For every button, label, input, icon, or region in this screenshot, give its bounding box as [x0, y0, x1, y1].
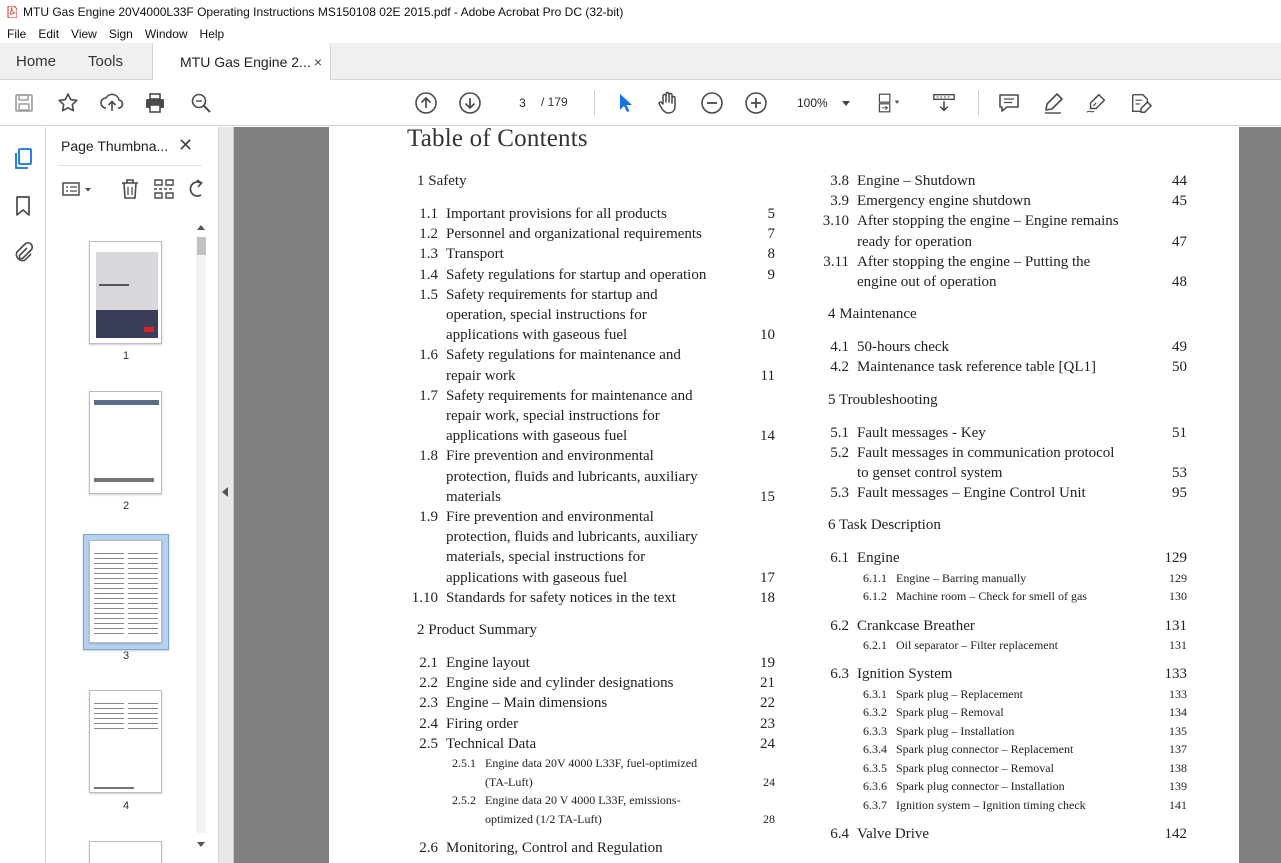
toc-entry-text: engine out of operation	[857, 273, 997, 290]
delete-page-trash-icon[interactable]	[118, 177, 142, 201]
toc-entry-text: materials	[446, 488, 501, 505]
toc-page-number: 45	[1172, 193, 1187, 210]
page-total: / 179	[541, 95, 568, 109]
toc-entry-number: 3.8	[830, 173, 849, 189]
toc-entry-text: Spark plug – Installation	[896, 723, 1015, 738]
toc-page-number: 139	[1169, 779, 1187, 793]
toc-entry-number: 1.5	[419, 286, 438, 303]
toc-page-number: 17	[760, 569, 775, 586]
thumbnail-text-lines	[94, 701, 124, 733]
toc-page-number: 10	[760, 327, 775, 344]
toc-entry-number: 1.3	[419, 246, 438, 263]
thumbnail-text-lines	[128, 701, 158, 733]
page-thumbnail-3[interactable]	[89, 540, 162, 643]
zoom-in-icon[interactable]	[744, 91, 768, 115]
toc-entry-text: Safety requirements for maintenance and	[446, 387, 693, 404]
thumbnail-cover-block	[96, 252, 158, 310]
hand-tool-icon[interactable]	[656, 91, 680, 115]
toc-chapter-heading[interactable]: 2 Product Summary	[417, 622, 537, 638]
toc-entry-text: Engine data 20V 4000 L33F, fuel-optimized	[485, 756, 698, 770]
toc-entry-number: 2.2	[419, 675, 438, 692]
menu-view[interactable]: View	[71, 26, 97, 41]
toc-chapter-heading[interactable]: 5 Troubleshooting	[828, 391, 938, 408]
toc-page-number: 142	[1164, 826, 1187, 842]
scroll-up-arrow-icon[interactable]	[197, 225, 205, 230]
menu-sign[interactable]: Sign	[108, 26, 133, 41]
toc-entry-text: Engine – Main dimensions	[446, 695, 608, 712]
toc-entry-text: Spark plug connector – Replacement	[896, 742, 1074, 756]
toc-entry-text: Transport	[446, 246, 504, 263]
toolbar-divider	[978, 90, 979, 116]
toc-entry-text: Engine – Barring manually	[896, 570, 1027, 585]
toc-entry-text: Engine side and cylinder designations	[446, 675, 674, 692]
toc-page-number: 14	[760, 428, 775, 445]
page-fit-icon[interactable]	[877, 91, 901, 115]
tab-document[interactable]	[152, 43, 331, 80]
toc-page-number: 137	[1169, 742, 1187, 756]
toc-entry-text: Crankcase Breather	[857, 617, 975, 634]
toc-entry-text: Engine layout	[446, 655, 530, 671]
toc-entry-number: 6.3.3	[863, 723, 887, 738]
toc-entry-text: 50-hours check	[857, 339, 950, 356]
menu-bar	[0, 24, 1281, 43]
toc-chapter-heading[interactable]: 1 Safety	[417, 173, 467, 189]
toc-page-number: 18	[760, 589, 775, 606]
tab-tools[interactable]: Tools	[88, 53, 124, 70]
toc-entry-text: Fault messages - Key	[857, 424, 986, 441]
previous-page-icon[interactable]	[414, 91, 438, 115]
toc-page-number: 95	[1172, 485, 1187, 502]
toc-entry-number: 1.7	[419, 387, 438, 404]
toc-entry-number: 6.3.5	[863, 760, 887, 775]
toc-entry-text: Engine – Shutdown	[857, 173, 976, 189]
chevron-down-icon	[842, 101, 850, 106]
toc-entry-number: 5.2	[830, 444, 849, 461]
toc-entry-text: Personnel and organizational requirements	[446, 226, 702, 243]
scroll-down-arrow-icon[interactable]	[197, 842, 205, 847]
toc-entry-text: Maintenance task reference table [QL1]	[857, 359, 1097, 376]
toc-entry-number: 6.2	[830, 617, 849, 634]
page-thumbnail-label: 1	[122, 350, 130, 362]
toc-page-number: 7	[767, 226, 775, 243]
scrollbar-track[interactable]	[196, 237, 206, 833]
tab-bar	[0, 43, 1281, 80]
toc-page-number: 48	[1172, 273, 1187, 290]
toc-page-number: 129	[1169, 570, 1187, 585]
toc-entry-text: Fault messages – Engine Control Unit	[857, 485, 1086, 502]
toc-entry-number: 2.4	[419, 715, 438, 732]
fill-and-sign-icon[interactable]	[1129, 91, 1153, 115]
window-title: MTU Gas Engine 20V4000L33F Operating Instructions MS150108 02E 2015.pdf - Adobe Acrobat Pro DC (32-bit)	[23, 5, 624, 19]
toc-entry-text: Engine data 20 V 4000 L33F, emissions-	[485, 793, 681, 807]
toc-entry-text: Spark plug connector – Installation	[896, 779, 1065, 793]
highlight-pen-icon[interactable]	[1041, 91, 1065, 115]
toc-page-number: 24	[760, 735, 775, 752]
acrobat-pdf-icon	[7, 6, 17, 18]
toc-entry-number: 6.3.4	[863, 742, 887, 756]
toc-entry-number: 6.1	[830, 550, 849, 567]
toc-entry-text: Spark plug connector – Removal	[896, 760, 1054, 775]
toc-entry-number: 1.6	[419, 347, 438, 364]
toc-entry-text: operation, special instructions for	[446, 306, 647, 323]
next-page-icon[interactable]	[458, 91, 482, 115]
toc-entry-number: 5.1	[830, 424, 849, 441]
toc-entry-text: Standards for safety notices in the text	[446, 589, 676, 606]
toc-entry-text: After stopping the engine – Engine remains	[857, 213, 1119, 230]
toc-entry-number: 6.3.7	[863, 797, 887, 812]
toc-entry-text: (TA-Luft)	[485, 774, 533, 789]
save-icon[interactable]	[12, 91, 36, 115]
toc-entry-text: protection, fluids and lubricants, auxiliary	[446, 529, 698, 546]
toc-entry-number: 1.4	[419, 266, 438, 283]
toc-chapter-heading[interactable]: 4 Maintenance	[828, 306, 917, 323]
window-titlebar	[0, 0, 1281, 24]
toc-entry-number: 6.4	[830, 826, 849, 842]
toc-page-number: 134	[1169, 705, 1187, 719]
toc-entry-number: 6.2.1	[863, 637, 887, 652]
toc-page-number: 135	[1169, 723, 1187, 738]
close-panel-icon[interactable]: ✕	[178, 135, 194, 155]
toc-page-number: 23	[760, 715, 775, 732]
toolbar-divider	[594, 90, 595, 116]
toc-entry-text: Spark plug – Replacement	[896, 686, 1023, 701]
panel-title: Page Thumbna...	[61, 138, 169, 154]
toc-entry-number: 1.1	[419, 206, 438, 222]
toc-entry-text: Engine	[857, 550, 900, 567]
toc-page-number: 138	[1169, 760, 1187, 775]
toc-page-number: 44	[1172, 173, 1187, 189]
page-number-input[interactable]: 3	[509, 93, 536, 113]
toc-entry-number: 1.10	[411, 589, 438, 606]
search-zoom-icon[interactable]	[189, 91, 213, 115]
toc-entry-number: 1.8	[419, 448, 438, 465]
toc-entry-number: 2.5.2	[452, 793, 476, 807]
thumbnail-footer-text	[94, 478, 154, 482]
toc-page-number: 49	[1172, 339, 1187, 356]
toc-page-number: 11	[760, 367, 775, 384]
toc-entry-number: 3.11	[823, 253, 849, 270]
toc-entry-text: Safety requirements for startup and	[446, 286, 658, 303]
document-margin-right	[1239, 127, 1281, 863]
toc-page-number: 28	[763, 811, 775, 826]
toc-entry-text: Important provisions for all products	[446, 206, 667, 222]
toc-entry-number: 4.1	[830, 339, 849, 356]
thumbnail-scrollbar[interactable]	[194, 221, 208, 857]
toc-entry-text: Spark plug – Removal	[896, 705, 1004, 719]
collapse-panel-strip[interactable]	[218, 127, 234, 863]
toc-entry-text: Emergency engine shutdown	[857, 193, 1031, 210]
toc-entry-number: 6.3	[830, 666, 849, 683]
toc-entry-text: ready for operation	[857, 233, 972, 250]
toc-page-number: 9	[767, 266, 775, 283]
toc-entry-number: 2.6	[419, 840, 438, 856]
menu-help[interactable]: Help	[199, 26, 225, 41]
menu-file[interactable]: File	[7, 26, 27, 41]
thumbnail-cover-band	[96, 310, 158, 338]
toc-page-number: 5	[767, 206, 775, 222]
toc-entry-text: Machine room – Check for smell of gas	[896, 589, 1087, 604]
toc-entry-number: 2.5.1	[452, 756, 476, 770]
tab-document-label: MTU Gas Engine 2...	[180, 53, 311, 70]
toc-entry-text: Ignition system – Ignition timing check	[896, 797, 1086, 812]
page-thumbnail-5[interactable]	[89, 841, 162, 863]
page-thumbnail-4[interactable]	[89, 690, 162, 793]
toc-page-number: 133	[1169, 686, 1187, 701]
toc-entry-number: 1.9	[419, 509, 438, 525]
panel-divider	[58, 165, 202, 166]
toc-entry-text: to genset control system	[857, 464, 1003, 481]
toc-entry-number: 3.10	[822, 213, 849, 230]
toc-page-number: 131	[1169, 637, 1187, 652]
scroll-mode-icon[interactable]	[932, 91, 956, 115]
toc-entry-number: 2.3	[419, 695, 438, 712]
toc-entry-text: materials, special instructions for	[446, 549, 646, 566]
toc-entry-text: Monitoring, Control and Regulation	[446, 840, 663, 856]
bookmark-star-icon[interactable]	[56, 91, 80, 115]
thumbnail-footer-text	[94, 787, 134, 789]
toc-page-number: 130	[1169, 589, 1187, 604]
toc-page-number: 22	[760, 695, 775, 712]
menu-window[interactable]: Window	[144, 26, 188, 41]
page-thumbnail-2[interactable]	[89, 391, 162, 494]
extract-pages-icon[interactable]	[152, 177, 176, 201]
comment-icon[interactable]	[997, 91, 1021, 115]
toc-entry-text: After stopping the engine – Putting the	[857, 253, 1091, 270]
document-viewport[interactable]	[234, 127, 1281, 863]
toc-page-number: 53	[1172, 464, 1187, 481]
toc-page-number: 51	[1172, 424, 1187, 441]
toc-page-number: 21	[760, 675, 775, 692]
toc-title: Table of Contents	[407, 127, 588, 152]
toc-entry-text: Valve Drive	[857, 826, 930, 842]
toc-entry-number: 6.3.2	[863, 705, 887, 719]
toc-entry-text: Ignition System	[857, 666, 953, 683]
toc-entry-number: 1.2	[419, 226, 438, 243]
print-icon[interactable]	[143, 91, 167, 115]
toc-entry-text: Fire prevention and environmental	[446, 448, 654, 465]
toc-entry-number: 4.2	[830, 359, 849, 376]
navigation-rail	[0, 127, 46, 863]
pdf-page	[329, 127, 1239, 863]
rotate-page-icon[interactable]	[184, 177, 208, 201]
toc-page-number: 50	[1172, 359, 1187, 376]
toc-page-number: 129	[1164, 550, 1187, 567]
thumbnail-text-lines	[128, 551, 158, 635]
thumbnail-text-lines	[94, 551, 124, 635]
zoom-level-select[interactable]	[790, 93, 858, 113]
attachments-paperclip-icon[interactable]	[11, 240, 35, 264]
toc-entry-number: 6.3.6	[863, 779, 887, 793]
toc-entry-number: 2.5	[419, 735, 438, 752]
close-tab-icon[interactable]: ×	[313, 54, 322, 70]
toc-page-number: 133	[1164, 666, 1187, 683]
toc-entry-text: Firing order	[446, 715, 519, 732]
toc-page-number: 24	[763, 774, 775, 789]
zoom-out-icon[interactable]	[700, 91, 724, 115]
menu-edit[interactable]: Edit	[38, 26, 60, 41]
main-toolbar	[0, 80, 1281, 126]
toc-entry-text: Technical Data	[446, 735, 537, 752]
toc-entry-text: protection, fluids and lubricants, auxiliary	[446, 468, 698, 485]
toc-entry-text: repair work	[446, 367, 516, 384]
bookmarks-icon[interactable]	[11, 194, 35, 218]
toc-entry-number: 6.1.1	[863, 570, 887, 585]
page-thumbnail-1[interactable]	[89, 241, 162, 344]
toc-entry-number: 5.3	[830, 485, 849, 502]
tab-home[interactable]: Home	[16, 53, 57, 70]
thumbnail-options-menu-icon[interactable]	[60, 177, 96, 201]
thumbnails-panel	[46, 127, 218, 863]
toc-entry-text: Safety regulations for startup and operation	[446, 266, 707, 283]
toc-entry-text: applications with gaseous fuel	[446, 569, 628, 586]
select-cursor-icon[interactable]	[613, 91, 637, 115]
toc-entry-text: optimized (1/2 TA-Luft)	[485, 811, 602, 826]
thumbnail-header-rule	[94, 400, 159, 405]
page-thumbnails-icon[interactable]	[11, 147, 35, 171]
toc-page-number: 141	[1169, 797, 1187, 812]
toc-page-number: 131	[1164, 617, 1187, 634]
mtu-logo-icon	[144, 327, 154, 332]
toc-page-number: 19	[760, 655, 775, 671]
toc-entry-text: Fault messages in communication protocol	[857, 444, 1115, 461]
toc-entry-text: Safety regulations for maintenance and	[446, 347, 681, 364]
toc-entry-text: repair work, special instructions for	[446, 407, 660, 424]
toc-chapter-heading[interactable]: 6 Task Description	[828, 517, 941, 534]
toc-entry-number: 6.1.2	[863, 589, 887, 604]
page-thumbnail-label: 3	[122, 650, 130, 662]
toc-entry-text: applications with gaseous fuel	[446, 327, 628, 344]
toc-page-number: 15	[760, 488, 775, 505]
page-thumbnail-label: 4	[122, 800, 130, 812]
collapse-arrow-icon[interactable]	[222, 487, 228, 497]
toc-page-number: 8	[767, 246, 775, 263]
toc-entry-text: Oil separator – Filter replacement	[896, 637, 1058, 652]
toc-page-number: 47	[1172, 233, 1187, 250]
page-thumbnail-label: 2	[122, 500, 130, 512]
toc-entry-text: Fire prevention and environmental	[446, 509, 654, 525]
toc-entry-text: applications with gaseous fuel	[446, 428, 628, 445]
scrollbar-thumb[interactable]	[197, 237, 206, 255]
zoom-level-value: 100%	[797, 96, 828, 110]
toc-entry-number: 6.3.1	[863, 686, 887, 701]
toc-entry-number: 3.9	[830, 193, 849, 210]
share-upload-icon[interactable]	[100, 91, 124, 115]
toc-entry-number: 2.1	[419, 655, 438, 671]
sign-pen-icon[interactable]	[1085, 91, 1109, 115]
thumbnail-cover-text	[99, 284, 129, 286]
